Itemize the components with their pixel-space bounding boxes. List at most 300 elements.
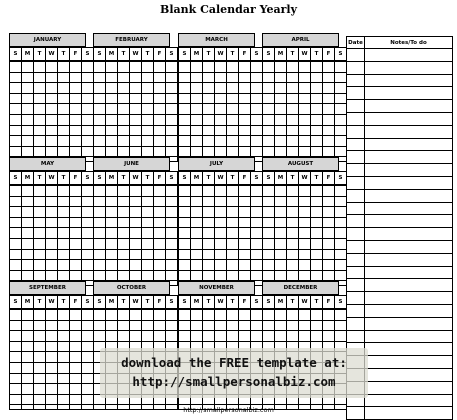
day-cell <box>46 114 58 125</box>
day-cell <box>106 104 118 115</box>
weekday-label: M <box>275 296 287 310</box>
weekday-label: S <box>251 296 263 310</box>
weekday-label: T <box>287 296 299 310</box>
month-calendar <box>178 157 259 286</box>
weekday-label: S <box>335 172 347 186</box>
weekday-label: S <box>179 48 191 62</box>
day-cell <box>287 207 299 218</box>
day-cell <box>34 238 46 249</box>
day-cell <box>46 362 58 373</box>
day-cell <box>70 136 82 147</box>
month-name: AUGUST <box>262 157 339 171</box>
date-cell <box>347 74 365 87</box>
day-cell <box>82 61 94 72</box>
day-cell <box>179 217 191 228</box>
day-cell <box>335 331 347 342</box>
day-cell <box>323 185 335 196</box>
weekday-label: M <box>106 172 118 186</box>
day-cell <box>227 196 239 207</box>
weekday-label: W <box>130 48 142 62</box>
day-cell <box>251 104 263 115</box>
day-cell <box>179 72 191 83</box>
day-cell <box>154 260 166 271</box>
notes-row <box>347 304 453 317</box>
day-cell <box>130 207 142 218</box>
notes-cell <box>365 125 453 138</box>
date-cell <box>347 279 365 292</box>
day-cell <box>179 196 191 207</box>
day-cell <box>191 331 203 342</box>
day-cell <box>94 125 106 136</box>
notes-cell <box>365 189 453 202</box>
day-cell <box>299 320 311 331</box>
day-cell <box>227 238 239 249</box>
day-cell <box>70 146 82 157</box>
month-calendar <box>9 157 90 286</box>
day-cell <box>215 260 227 271</box>
day-cell <box>251 136 263 147</box>
notes-row <box>347 228 453 241</box>
day-cell <box>251 228 263 239</box>
weekday-label: W <box>46 48 58 62</box>
day-cell <box>251 309 263 320</box>
day-cell <box>94 72 106 83</box>
day-cell <box>154 104 166 115</box>
month-name: NOVEMBER <box>178 281 255 295</box>
day-cell <box>166 185 178 196</box>
notes-row <box>347 292 453 305</box>
day-cell <box>239 217 251 228</box>
day-cell <box>118 93 130 104</box>
notes-cell <box>365 279 453 292</box>
weekday-label: T <box>58 296 70 310</box>
month-day-grid <box>262 171 347 286</box>
day-cell <box>58 228 70 239</box>
day-cell <box>227 320 239 331</box>
day-cell <box>46 228 58 239</box>
day-cell <box>191 136 203 147</box>
date-cell <box>347 253 365 266</box>
day-cell <box>118 185 130 196</box>
weekday-label: M <box>275 172 287 186</box>
day-cell <box>34 260 46 271</box>
notes-row <box>347 317 453 330</box>
day-cell <box>70 309 82 320</box>
day-cell <box>179 249 191 260</box>
day-cell <box>166 228 178 239</box>
day-cell <box>22 320 34 331</box>
day-cell <box>82 136 94 147</box>
weekday-label: T <box>227 48 239 62</box>
notes-cell <box>365 304 453 317</box>
day-cell <box>166 136 178 147</box>
day-cell <box>323 72 335 83</box>
day-cell <box>227 249 239 260</box>
weekday-label: T <box>311 296 323 310</box>
weekday-label: F <box>323 172 335 186</box>
day-cell <box>70 320 82 331</box>
day-cell <box>46 93 58 104</box>
month-name: FEBRUARY <box>93 33 170 47</box>
day-cell <box>166 61 178 72</box>
notes-row <box>347 202 453 215</box>
weekday-label: F <box>154 296 166 310</box>
day-cell <box>323 136 335 147</box>
day-cell <box>46 373 58 384</box>
date-cell <box>347 330 365 343</box>
day-cell <box>58 331 70 342</box>
day-cell <box>191 185 203 196</box>
day-cell <box>154 136 166 147</box>
date-column-header: Date <box>347 37 365 49</box>
day-cell <box>94 260 106 271</box>
day-cell <box>335 93 347 104</box>
day-cell <box>287 196 299 207</box>
day-cell <box>154 217 166 228</box>
day-cell <box>203 136 215 147</box>
day-cell <box>191 196 203 207</box>
day-cell <box>299 125 311 136</box>
day-cell <box>311 61 323 72</box>
day-cell <box>34 146 46 157</box>
day-cell <box>22 207 34 218</box>
day-cell <box>203 146 215 157</box>
day-cell <box>227 207 239 218</box>
day-cell <box>179 238 191 249</box>
weekday-label: S <box>263 48 275 62</box>
day-cell <box>94 238 106 249</box>
notes-cell <box>365 253 453 266</box>
day-cell <box>118 125 130 136</box>
day-cell <box>154 270 166 281</box>
day-cell <box>239 185 251 196</box>
date-cell <box>347 304 365 317</box>
day-cell <box>154 93 166 104</box>
day-cell <box>82 270 94 281</box>
day-cell <box>58 146 70 157</box>
day-cell <box>263 270 275 281</box>
day-cell <box>22 341 34 352</box>
day-cell <box>10 352 22 363</box>
day-cell <box>335 196 347 207</box>
day-cell <box>239 114 251 125</box>
notes-cell <box>365 87 453 100</box>
day-cell <box>287 238 299 249</box>
day-cell <box>82 114 94 125</box>
month-name: SEPTEMBER <box>9 281 86 295</box>
day-cell <box>251 207 263 218</box>
day-cell <box>10 83 22 94</box>
day-cell <box>191 83 203 94</box>
weekday-label: F <box>154 172 166 186</box>
date-cell <box>347 151 365 164</box>
day-cell <box>287 260 299 271</box>
weekday-label: W <box>130 172 142 186</box>
weekday-label: T <box>118 296 130 310</box>
day-cell <box>323 83 335 94</box>
notes-cell <box>365 138 453 151</box>
day-cell <box>10 394 22 405</box>
day-cell <box>82 394 94 405</box>
day-cell <box>34 104 46 115</box>
day-cell <box>82 217 94 228</box>
day-cell <box>22 217 34 228</box>
day-cell <box>34 83 46 94</box>
day-cell <box>46 185 58 196</box>
day-cell <box>130 270 142 281</box>
day-cell <box>263 136 275 147</box>
date-cell <box>347 125 365 138</box>
day-cell <box>299 331 311 342</box>
notes-cell <box>365 394 453 407</box>
month-calendar <box>9 281 90 410</box>
weekday-label: S <box>166 296 178 310</box>
day-cell <box>239 83 251 94</box>
day-cell <box>118 309 130 320</box>
day-cell <box>34 394 46 405</box>
day-cell <box>70 61 82 72</box>
day-cell <box>203 125 215 136</box>
day-cell <box>203 249 215 260</box>
weekday-label: T <box>118 48 130 62</box>
date-cell <box>347 317 365 330</box>
day-cell <box>34 309 46 320</box>
day-cell <box>130 196 142 207</box>
day-cell <box>118 136 130 147</box>
day-cell <box>142 320 154 331</box>
day-cell <box>82 93 94 104</box>
day-cell <box>335 146 347 157</box>
day-cell <box>70 331 82 342</box>
day-cell <box>22 93 34 104</box>
weekday-label: S <box>166 172 178 186</box>
day-cell <box>130 238 142 249</box>
day-cell <box>287 114 299 125</box>
day-cell <box>22 146 34 157</box>
weekday-label: S <box>82 296 94 310</box>
day-cell <box>275 146 287 157</box>
day-cell <box>94 104 106 115</box>
day-cell <box>82 373 94 384</box>
day-cell <box>46 61 58 72</box>
day-cell <box>166 125 178 136</box>
notes-row <box>347 151 453 164</box>
day-cell <box>191 249 203 260</box>
day-cell <box>179 260 191 271</box>
day-cell <box>166 72 178 83</box>
day-cell <box>263 125 275 136</box>
day-cell <box>70 228 82 239</box>
day-cell <box>263 93 275 104</box>
day-cell <box>58 249 70 260</box>
day-cell <box>118 83 130 94</box>
weekday-label: T <box>311 48 323 62</box>
day-cell <box>46 384 58 395</box>
day-cell <box>22 114 34 125</box>
day-cell <box>239 228 251 239</box>
day-cell <box>34 61 46 72</box>
day-cell <box>215 320 227 331</box>
day-cell <box>311 260 323 271</box>
weekday-label: S <box>10 296 22 310</box>
day-cell <box>130 260 142 271</box>
day-cell <box>142 136 154 147</box>
day-cell <box>46 196 58 207</box>
day-cell <box>239 61 251 72</box>
day-cell <box>10 185 22 196</box>
day-cell <box>335 260 347 271</box>
day-cell <box>34 136 46 147</box>
weekday-label: T <box>34 48 46 62</box>
day-cell <box>227 331 239 342</box>
day-cell <box>106 270 118 281</box>
day-cell <box>10 104 22 115</box>
day-cell <box>275 309 287 320</box>
day-cell <box>46 217 58 228</box>
day-cell <box>275 83 287 94</box>
day-cell <box>46 320 58 331</box>
day-cell <box>82 320 94 331</box>
weekday-label: W <box>299 296 311 310</box>
day-cell <box>239 207 251 218</box>
weekday-label: T <box>227 296 239 310</box>
day-cell <box>130 136 142 147</box>
month-calendar <box>262 33 343 162</box>
date-cell <box>347 164 365 177</box>
day-cell <box>203 104 215 115</box>
day-cell <box>46 104 58 115</box>
day-cell <box>227 136 239 147</box>
day-cell <box>239 104 251 115</box>
notes-row <box>347 240 453 253</box>
day-cell <box>142 196 154 207</box>
day-cell <box>70 394 82 405</box>
day-cell <box>251 196 263 207</box>
day-cell <box>10 196 22 207</box>
day-cell <box>311 93 323 104</box>
day-cell <box>335 136 347 147</box>
day-cell <box>94 228 106 239</box>
day-cell <box>263 260 275 271</box>
notes-cell <box>365 202 453 215</box>
day-cell <box>275 104 287 115</box>
weekday-label: W <box>215 172 227 186</box>
day-cell <box>287 228 299 239</box>
day-cell <box>166 249 178 260</box>
notes-cell <box>365 74 453 87</box>
day-cell <box>70 93 82 104</box>
day-cell <box>335 217 347 228</box>
weekday-label: M <box>275 48 287 62</box>
weekday-label: M <box>22 48 34 62</box>
day-cell <box>251 270 263 281</box>
day-cell <box>70 238 82 249</box>
day-cell <box>287 217 299 228</box>
day-cell <box>58 270 70 281</box>
day-cell <box>154 238 166 249</box>
day-cell <box>323 270 335 281</box>
date-cell <box>347 87 365 100</box>
notes-cell <box>365 100 453 113</box>
day-cell <box>10 93 22 104</box>
day-cell <box>46 238 58 249</box>
day-cell <box>22 61 34 72</box>
day-cell <box>179 93 191 104</box>
day-cell <box>10 114 22 125</box>
day-cell <box>58 362 70 373</box>
day-cell <box>130 185 142 196</box>
day-cell <box>70 125 82 136</box>
day-cell <box>191 125 203 136</box>
day-cell <box>191 260 203 271</box>
day-cell <box>82 72 94 83</box>
day-cell <box>251 114 263 125</box>
day-cell <box>142 114 154 125</box>
notes-row <box>347 215 453 228</box>
day-cell <box>227 185 239 196</box>
day-cell <box>34 72 46 83</box>
weekday-label: F <box>323 48 335 62</box>
day-cell <box>70 373 82 384</box>
day-cell <box>130 61 142 72</box>
day-cell <box>227 61 239 72</box>
day-cell <box>118 260 130 271</box>
month-name: JUNE <box>93 157 170 171</box>
day-cell <box>154 249 166 260</box>
day-cell <box>130 320 142 331</box>
day-cell <box>118 196 130 207</box>
day-cell <box>215 207 227 218</box>
date-cell <box>347 61 365 74</box>
day-cell <box>94 207 106 218</box>
day-cell <box>263 196 275 207</box>
day-cell <box>22 125 34 136</box>
day-cell <box>215 238 227 249</box>
weekday-label: M <box>22 296 34 310</box>
day-cell <box>335 228 347 239</box>
day-cell <box>239 196 251 207</box>
weekday-label: S <box>94 172 106 186</box>
month-name: JANUARY <box>9 33 86 47</box>
weekday-label: W <box>46 296 58 310</box>
day-cell <box>10 228 22 239</box>
day-cell <box>263 146 275 157</box>
day-cell <box>46 352 58 363</box>
weekday-label: T <box>34 172 46 186</box>
day-cell <box>130 72 142 83</box>
day-cell <box>58 136 70 147</box>
weekday-label: W <box>46 172 58 186</box>
day-cell <box>203 185 215 196</box>
day-cell <box>275 228 287 239</box>
day-cell <box>251 260 263 271</box>
day-cell <box>166 196 178 207</box>
day-cell <box>203 207 215 218</box>
day-cell <box>34 125 46 136</box>
weekday-label: T <box>34 296 46 310</box>
day-cell <box>215 196 227 207</box>
day-cell <box>203 61 215 72</box>
day-cell <box>10 331 22 342</box>
day-cell <box>58 125 70 136</box>
day-cell <box>287 72 299 83</box>
day-cell <box>34 384 46 395</box>
day-cell <box>46 207 58 218</box>
day-cell <box>299 136 311 147</box>
notes-row <box>347 49 453 62</box>
day-cell <box>46 249 58 260</box>
day-cell <box>106 309 118 320</box>
